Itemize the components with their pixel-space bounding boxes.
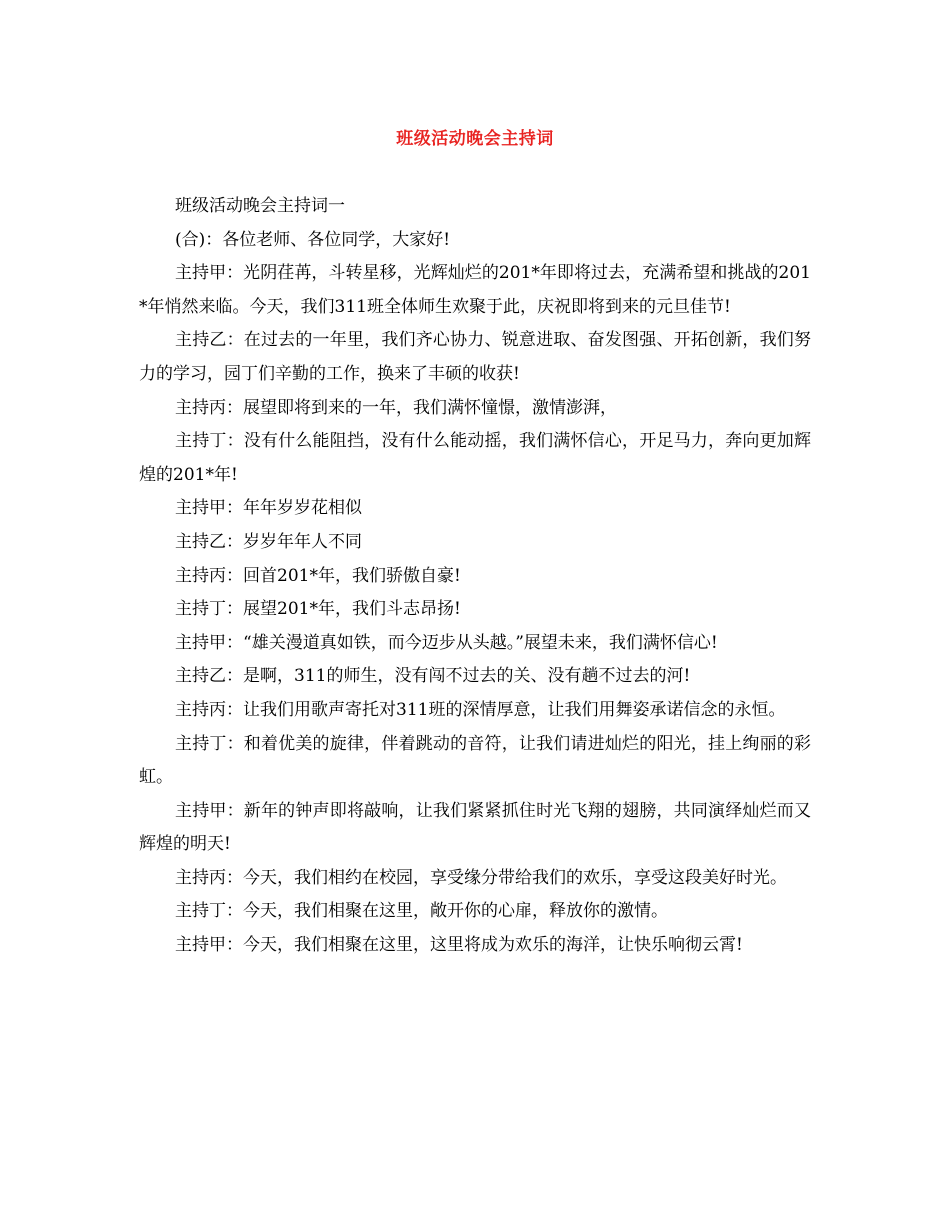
paragraph: 主持丁：今天，我们相聚在这里，敞开你的心扉，释放你的激情。 [175, 901, 668, 922]
paragraph-greeting: (合)：各位老师、各位同学，大家好! [175, 229, 451, 250]
paragraph: 主持丁：展望201*年，我们斗志昂扬! [175, 599, 461, 620]
paragraph: 主持乙：岁岁年年人不同 [175, 531, 362, 552]
paragraph: 主持丙：回首201*年，我们骄傲自豪! [175, 565, 461, 586]
paragraph: 主持丙：今天，我们相约在校园，享受缘分带给我们的欢乐，享受这段美好时光。 [175, 867, 787, 888]
paragraph: 主持丙：让我们用歌声寄托对311班的深情厚意，让我们用舞姿承诺信念的永恒。 [175, 699, 786, 720]
paragraph: 主持甲：今天，我们相聚在这里，这里将成为欢乐的海洋，让快乐响彻云霄! [175, 935, 743, 956]
paragraph: 主持丙：展望即将到来的一年，我们满怀憧憬，激情澎湃， [175, 397, 617, 418]
paragraph: 主持丁：没有什么能阻挡，没有什么能动摇，我们满怀信心，开足马力，奔向更加辉煌的201*年! [139, 431, 811, 485]
paragraph: 主持甲：新年的钟声即将敲响，让我们紧紧抓住时光飞翔的翅膀，共同演绎灿烂而又辉煌的明天! [139, 800, 811, 855]
paragraph: 主持乙：是啊，311的师生，没有闯不过去的关、没有趟不过去的河! [175, 666, 691, 687]
paragraph: 主持乙：在过去的一年里，我们齐心协力、锐意进取、奋发图强、开拓创新，我们努力的学习，园丁们辛勤的工作，换来了丰硕的收获! [139, 330, 811, 384]
paragraph: 主持丁：和着优美的旋律，伴着跳动的音符，让我们请进灿烂的阳光，挂上绚丽的彩虹。 [139, 733, 811, 788]
paragraph: 主持甲：年年岁岁花相似 [175, 498, 362, 519]
paragraph: 主持甲：“雄关漫道真如铁，而今迈步从头越。”展望未来，我们满怀信心! [175, 632, 718, 653]
paragraph-subtitle: 班级活动晚会主持词一 [175, 196, 345, 216]
paragraph: 主持甲：光阴荏苒，斗转星移，光辉灿烂的201*年即将过去，充满希望和挑战的201*年悄然来临。今天，我们311班全体师生欢聚于此，庆祝即将到来的元旦佳节! [139, 263, 811, 317]
document-body [139, 190, 811, 963]
document-title: 班级活动晚会主持词 [396, 129, 554, 149]
